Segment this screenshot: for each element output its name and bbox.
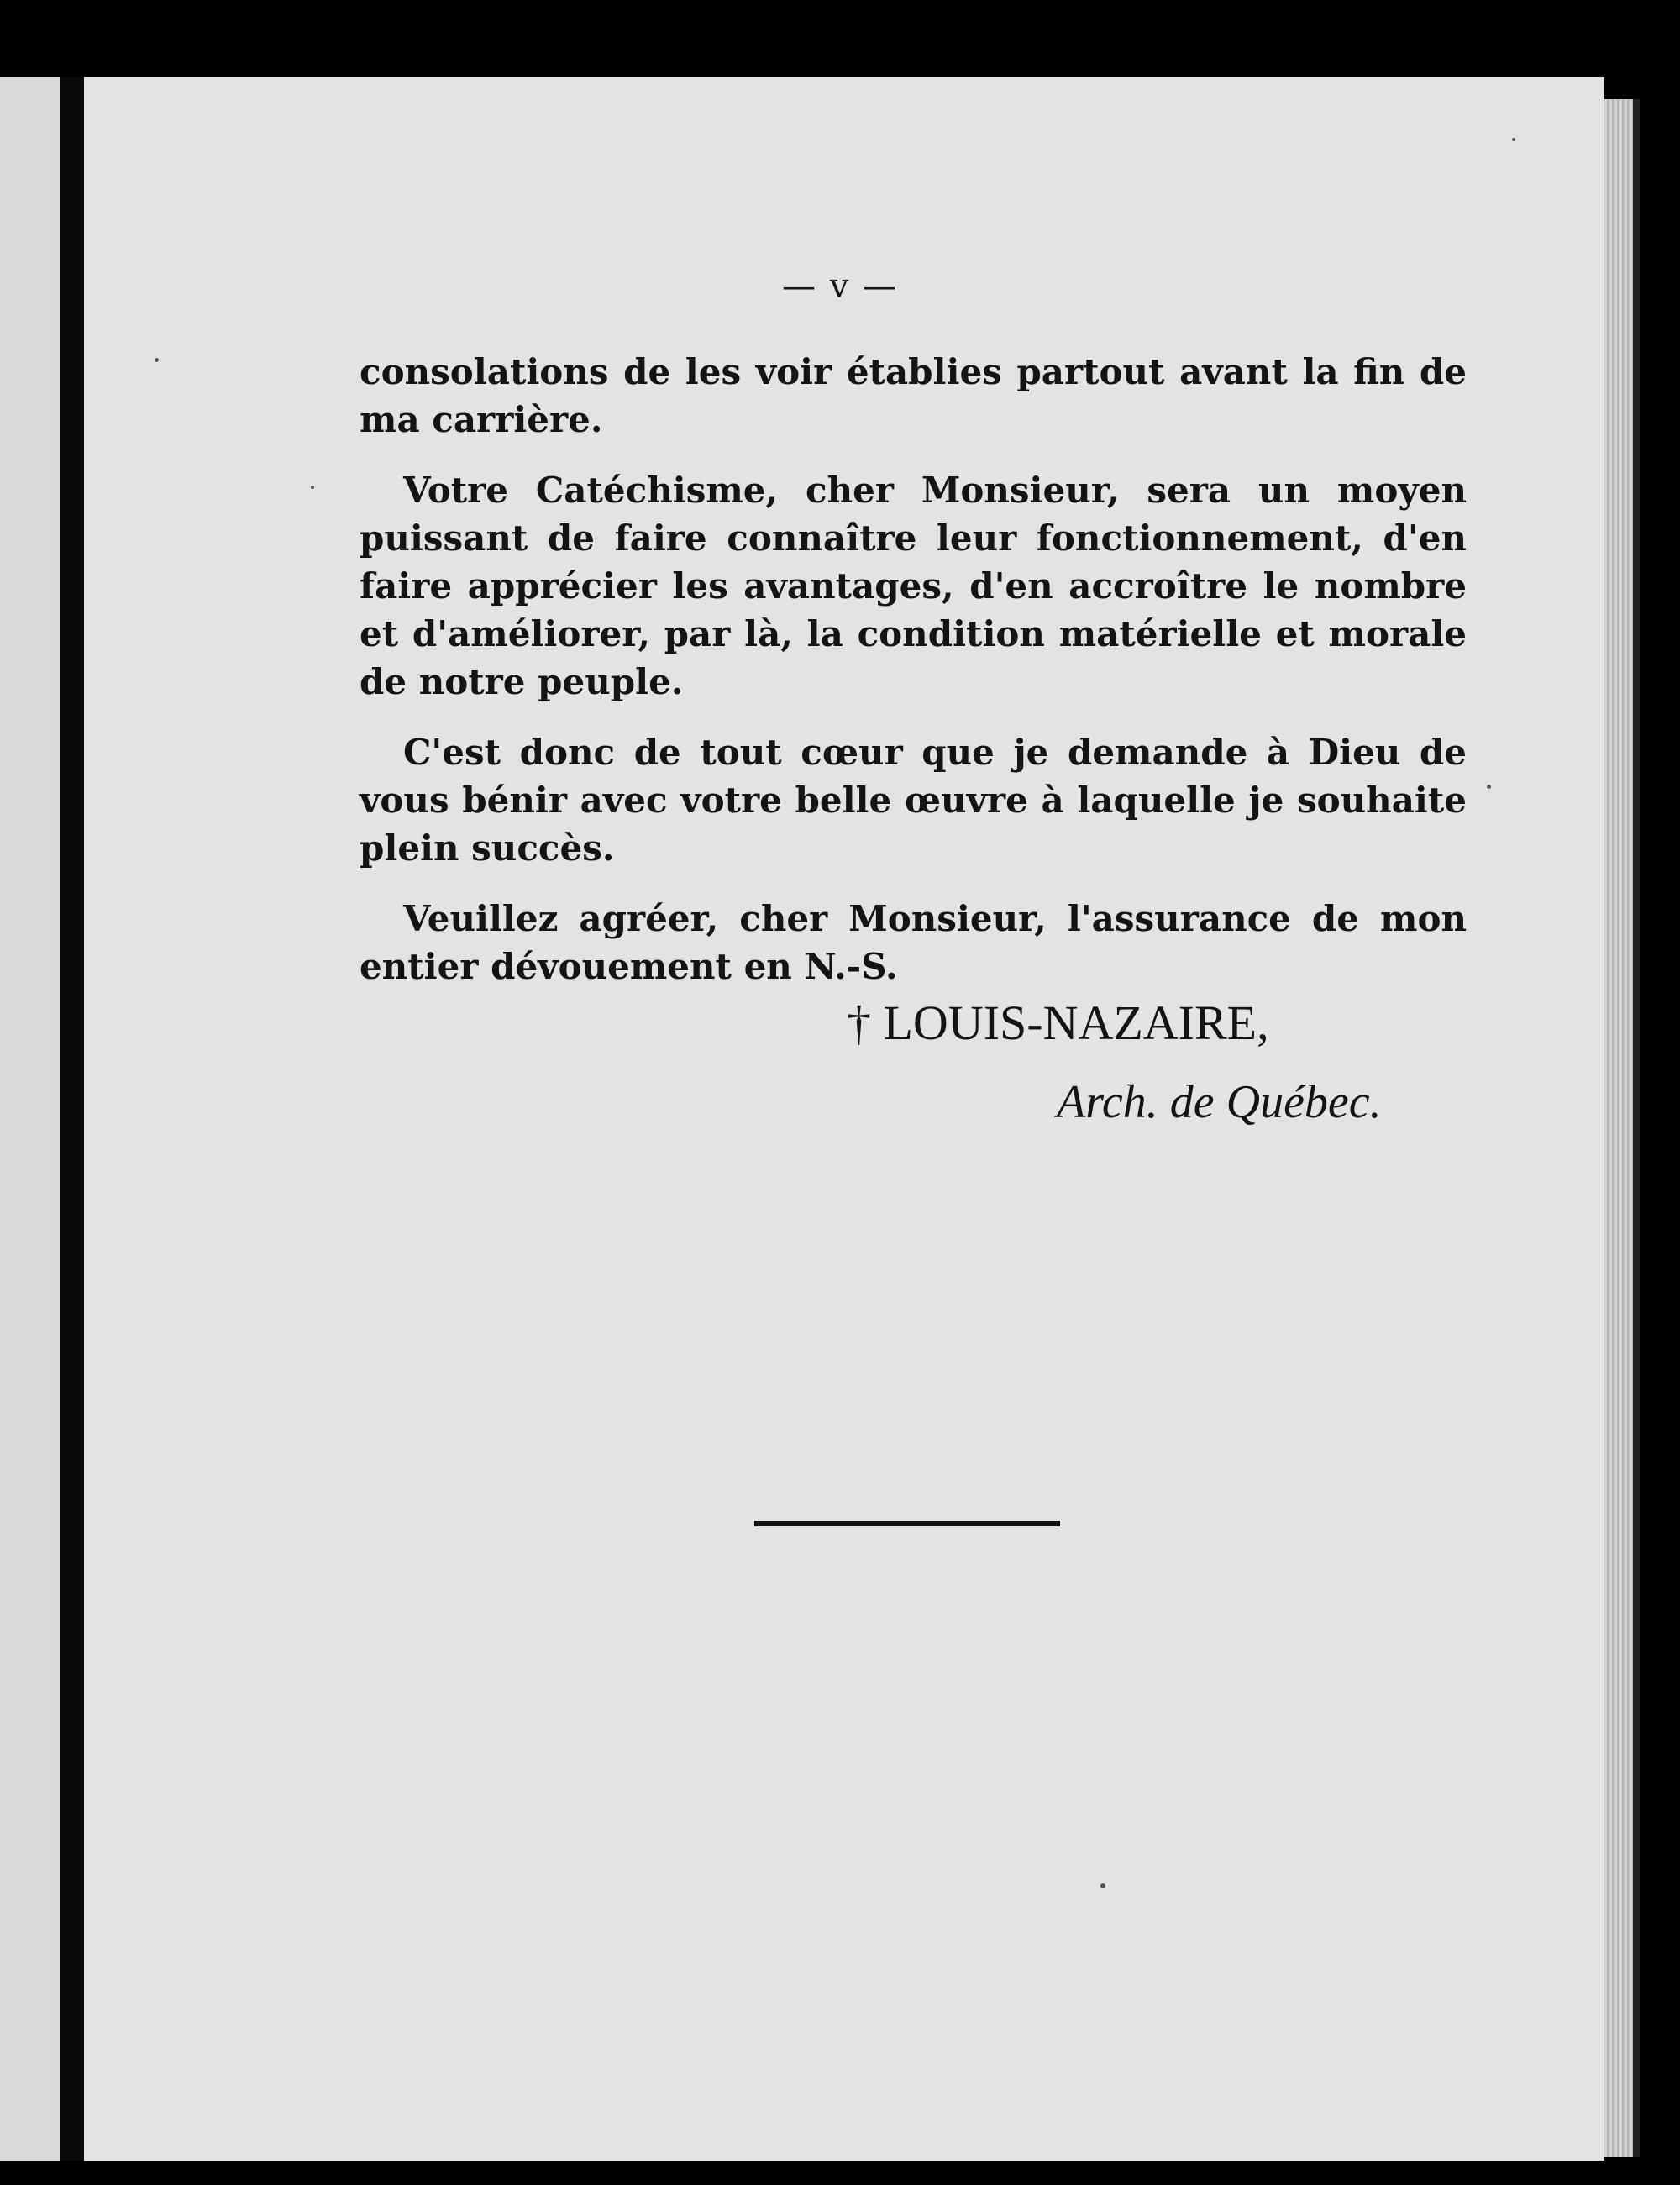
signature-name: † LOUIS-NAZAIRE,: [847, 995, 1269, 1050]
paragraph-3: C'est donc de tout cœur que je demande à Dieu de vous bénir avec votre belle œuvre à laquelle je souhaite plein succès.: [360, 732, 1467, 869]
closing-rule: [754, 1521, 1060, 1526]
letter-body: [360, 348, 1467, 1013]
scan-speck: [1512, 138, 1515, 141]
page-number: — v —: [781, 267, 899, 306]
signature-title: Arch. de Québec.: [1057, 1076, 1382, 1128]
scan-speck: [155, 358, 159, 362]
scan-speck: [1100, 1883, 1105, 1888]
paragraph-1: consolations de les voir établies partout avant la fin de ma carrière.: [360, 351, 1467, 440]
facing-page-edge: [0, 77, 60, 2161]
scan-speck: [1487, 785, 1491, 789]
page-stack-edge: [1604, 99, 1633, 2157]
paragraph-2: Votre Catéchisme, cher Monsieur, sera un moyen puissant de faire connaître leur fonctionnement, d'en faire apprécier les avantages, d'en accroître le nombre et d'améliorer, par là, la condition matérielle et morale de notre peuple.: [360, 470, 1467, 702]
scan-speck: [311, 486, 314, 489]
book-gutter: [60, 77, 84, 2161]
page-edge-shadow: [1633, 99, 1640, 2157]
paragraph-4: Veuillez agréer, cher Monsieur, l'assurance de mon entier dévouement en N.-S.: [360, 898, 1467, 987]
